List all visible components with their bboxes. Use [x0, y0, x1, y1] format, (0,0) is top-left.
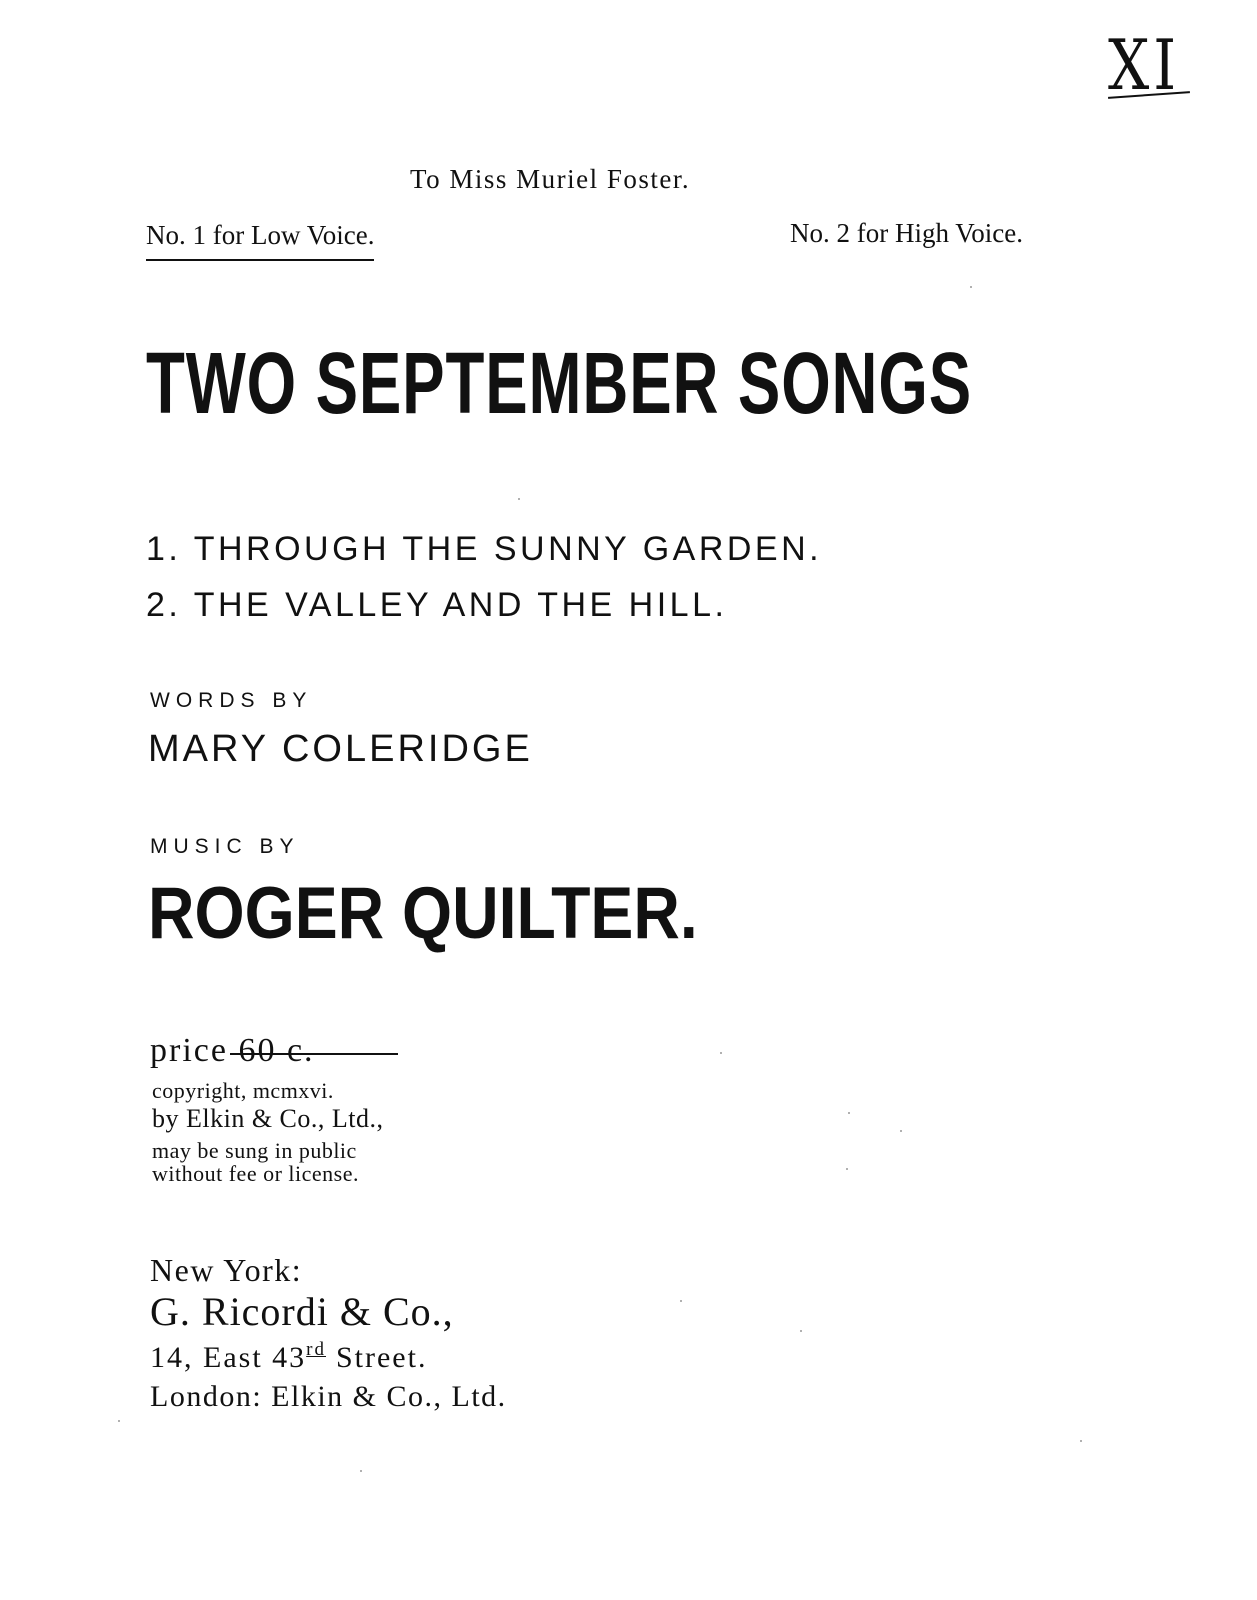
publisher-address [150, 1340, 427, 1373]
street-name: Street. [335, 1341, 428, 1374]
music-by-label: MUSIC BY [150, 835, 300, 858]
high-voice-edition: No. 2 for High Voice. [790, 218, 1023, 248]
publisher-city: New York: [150, 1252, 303, 1288]
copyright-holder: by Elkin & Co., Ltd., [152, 1104, 384, 1133]
scan-speck [518, 498, 520, 500]
price [150, 1034, 315, 1068]
scan-speck [970, 286, 972, 288]
song-title-2: 2. THE VALLEY AND THE HILL. [146, 586, 728, 624]
page-title: TWO SEPTEMBER SONGS [146, 334, 973, 433]
dedication: To Miss Muriel Foster. [410, 164, 691, 194]
price-struck: ce 60 c. [193, 1032, 315, 1069]
scan-speck [360, 1470, 362, 1472]
publisher-name: G. Ricordi & Co., [150, 1289, 454, 1334]
copyright-line: copyright, mcmxvi. [152, 1078, 334, 1103]
price-strikethrough [230, 1053, 398, 1055]
license-note: without fee or license. [152, 1161, 359, 1186]
scan-speck [680, 1300, 682, 1302]
price-prefix: pri [150, 1032, 194, 1069]
performance-note: may be sung in public [152, 1138, 357, 1163]
london-publisher: London: Elkin & Co., Ltd. [150, 1380, 507, 1413]
scan-speck [800, 1330, 802, 1332]
lyricist-name: MARY COLERIDGE [148, 728, 533, 770]
composer-name: ROGER QUILTER. [148, 871, 698, 954]
song-title-1: 1. THROUGH THE SUNNY GARDEN. [146, 530, 823, 568]
scan-speck [900, 1130, 902, 1132]
scan-speck [848, 1112, 850, 1114]
scan-speck [118, 1420, 120, 1422]
scan-speck [846, 1168, 848, 1170]
street-number: 14, East 43 [150, 1341, 307, 1374]
catalogue-mark: XI [1108, 24, 1181, 106]
street-suffix: rd [306, 1339, 326, 1360]
words-by-label: WORDS BY [150, 689, 313, 712]
scan-speck [720, 1052, 722, 1054]
low-voice-edition: No. 1 for Low Voice. [146, 220, 374, 261]
scan-speck [1080, 1440, 1082, 1442]
